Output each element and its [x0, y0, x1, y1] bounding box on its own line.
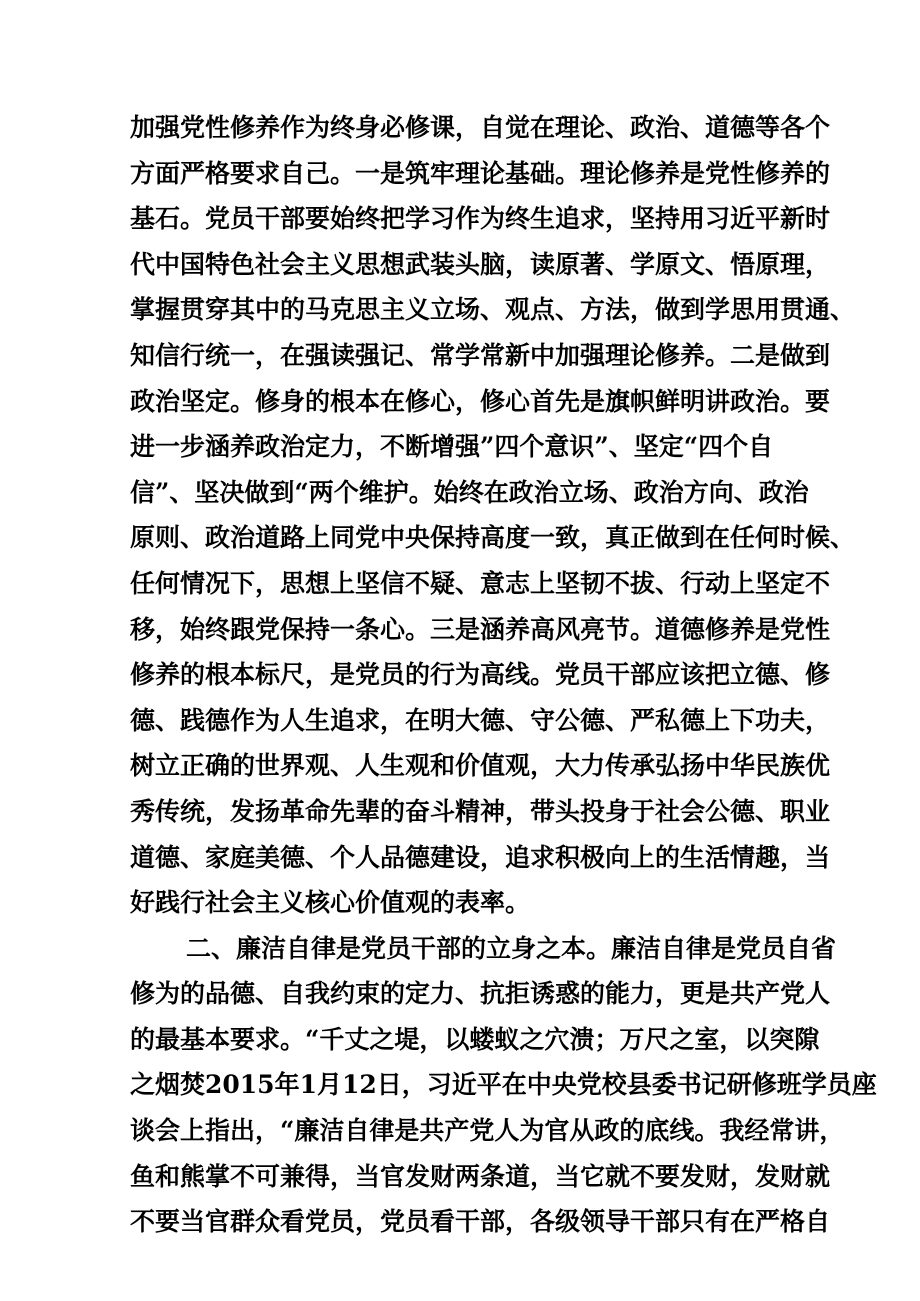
text-line: 信”、坚决做到“两个维护。始终在政治立场、政治方向、政治 [130, 477, 809, 507]
text-line: 原则、政治道路上同党中央保持高度一致，真正做到在任何时候、 [130, 523, 856, 553]
text-line: 之烟焚2015年1月12日，习近平在中央党校县委书记研修班学员座 [130, 1070, 877, 1100]
text-line: 不要当官群众看党员，党员看干部，各级领导干部只有在严格自 [130, 1207, 831, 1237]
text-line: 的最基本要求。“千丈之堤，以蝼蚁之穴溃；万尺之室，以突隙 [130, 1024, 820, 1054]
text-line: 政治坚定。修身的根本在修心，修心首先是旗帜鲜明讲政治。要 [130, 386, 831, 416]
text-line: 基石。党员干部要始终把学习作为终生追求，坚持用习近平新时 [130, 204, 831, 234]
text-line: 方面严格要求自己。一是筑牢理论基础。理论修养是党性修养的 [130, 158, 831, 188]
text-line: 代中国特色社会主义思想武装头脑，读原著、学原文、悟原理， [130, 249, 831, 279]
document-body [130, 105, 877, 1245]
text-line: 修为的品德、自我约束的定力、抗拒诱惑的能力，更是共产党人 [130, 979, 831, 1009]
text-line: 鱼和熊掌不可兼得，当官发财两条道，当它就不要发财，发财就 [130, 1161, 831, 1191]
text-line: 进一步涵养政治定力，不断增强”四个意识”、坚定“四个自 [130, 432, 774, 462]
text-line: 加强党性修养作为终身必修课，自觉在理论、政治、道德等各个 [130, 113, 831, 142]
text-line: 修养的根本标尺，是党员的行为高线。党员干部应该把立德、修 [130, 660, 831, 690]
text-line: 秀传统，发扬革命先辈的奋斗精神，带头投身于社会公德、职业 [130, 796, 831, 826]
text-line: 谈会上指出，“廉洁自律是共产党人为官从政的底线。我经常讲， [130, 1116, 845, 1146]
text-line: 任何情况下，思想上坚信不疑、意志上坚韧不拔、行动上坚定不 [130, 568, 831, 598]
text-line: 掌握贯穿其中的马克思主义立场、观点、方法，做到学思用贯通、 [130, 295, 856, 325]
text-line: 道德、家庭美德、个人品德建设，追求积极向上的生活情趣，当 [130, 842, 831, 872]
paragraph-start-line: 二、廉洁自律是党员干部的立身之本。廉洁自律是党员自省 [186, 933, 837, 963]
text-line: 德、践德作为人生追求，在明大德、守公德、严私德上下功夫， [130, 705, 831, 735]
text-line: 好践行社会主义核心价值观的表率。 [130, 888, 531, 918]
text-line: 树立正确的世界观、人生观和价值观，大力传承弘扬中华民族优 [130, 751, 831, 781]
text-line: 移，始终跟党保持一条心。三是涵养高风亮节。道德修养是党性 [130, 614, 831, 644]
text-line: 知信行统一，在强读强记、常学常新中加强理论修养。二是做到 [130, 340, 831, 370]
